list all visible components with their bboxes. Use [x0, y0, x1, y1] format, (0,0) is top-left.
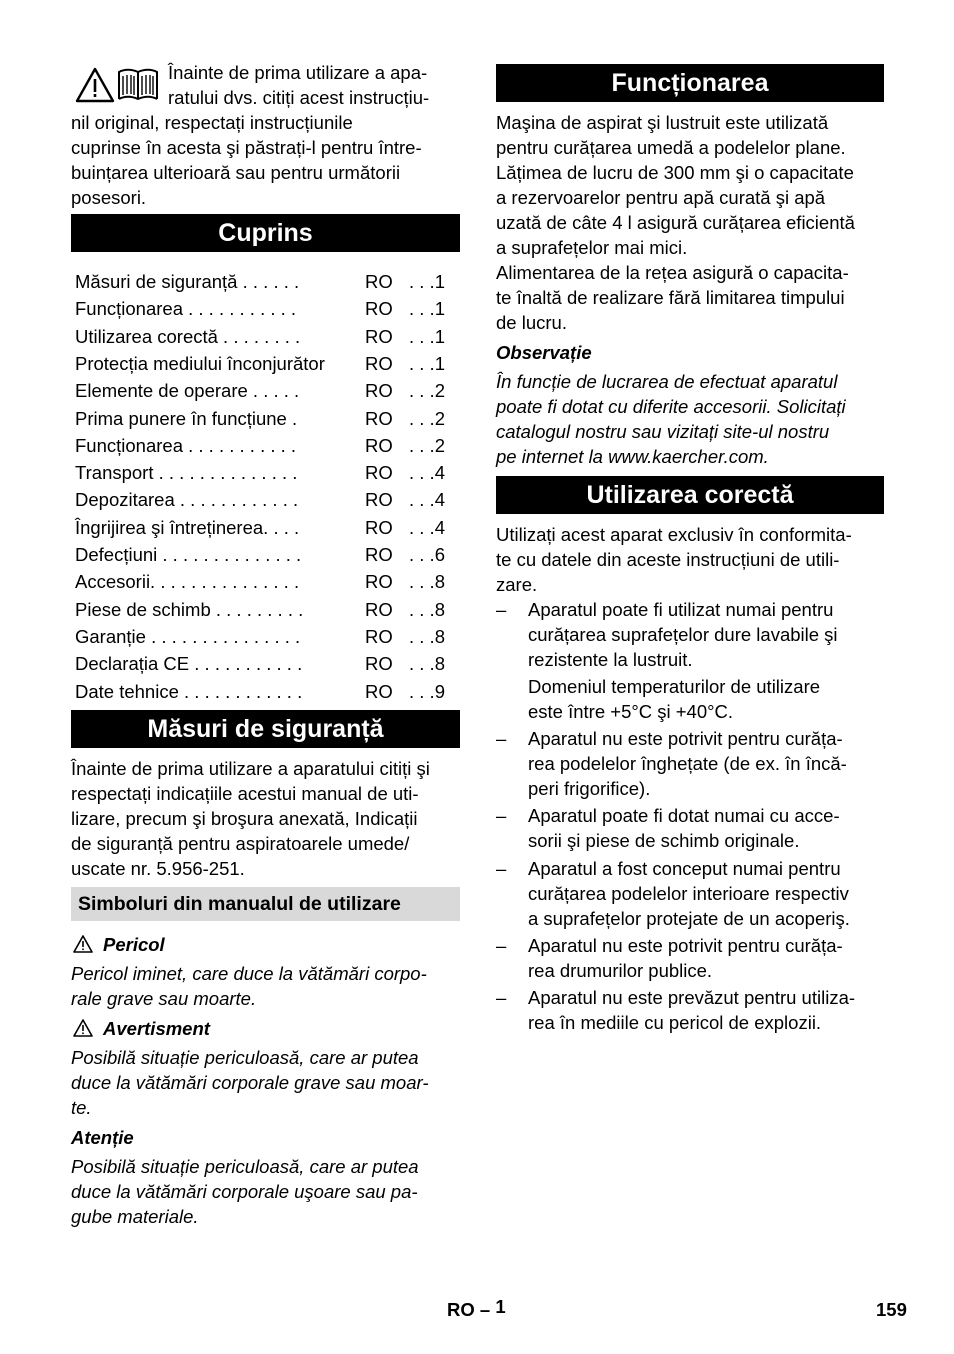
- toc-label: Măsuri de siguranță . . . . . .: [75, 271, 300, 292]
- intro-line: cuprinse în acesta şi păstrați-l pentru între-: [71, 137, 422, 158]
- toc-page: . . .2: [409, 407, 445, 429]
- intro-line: nil original, respectați instrucțiunile: [71, 112, 353, 133]
- text-line: curățarea suprafețelor dure lavabile şi: [528, 624, 838, 645]
- note-text: [496, 369, 884, 469]
- text-line: te.: [71, 1097, 92, 1118]
- atentie-text: [71, 1154, 460, 1229]
- toc-label: Accesorii. . . . . . . . . . . . . . .: [75, 571, 300, 593]
- footer-page-label: [447, 1297, 506, 1322]
- toc-page: . . .4: [409, 489, 445, 511]
- toc-row: [71, 323, 460, 350]
- text-line: Posibilă situație periculoasă, care ar putea: [71, 1047, 419, 1068]
- toc-page: . . .2: [409, 434, 445, 456]
- list-dash: –: [496, 728, 507, 749]
- text-line: Alimentarea de la rețea asigură o capacita-: [496, 262, 849, 283]
- manual-book-icon: [119, 70, 157, 99]
- toc-page: . . .1: [409, 352, 445, 374]
- toc-label: Îngrijirea şi întreținerea. . . .: [75, 516, 300, 538]
- toc-label: Declarația CE . . . . . . . . . . .: [75, 653, 303, 675]
- text-line: Aparatul nu este potrivit pentru curăța-: [528, 935, 843, 956]
- atentie-title: Atenție: [71, 1127, 134, 1148]
- text-line: rale grave sau moarte.: [71, 988, 257, 1009]
- text-line: a rezervoarelor pentru apă curată şi apă: [496, 187, 826, 208]
- toc-row: [71, 377, 460, 404]
- toc-lang: RO: [365, 680, 393, 702]
- warning-triangle-icon: [72, 934, 94, 954]
- safety-paragraph: [71, 756, 460, 881]
- text-line: Maşina de aspirat şi lustruit este utilizată: [496, 112, 829, 133]
- toc-label: Funcționarea . . . . . . . . . . .: [75, 434, 297, 456]
- pericol-text: [71, 961, 460, 1011]
- text-line: duce la vătămări corporale uşoare sau pa-: [71, 1181, 418, 1202]
- toc-label: Defecțiuni . . . . . . . . . . . . . .: [75, 544, 302, 565]
- text-line: a suprafețelor protejate de un acoperiş.: [528, 908, 850, 929]
- text-line: uscate nr. 5.956-251.: [71, 858, 245, 879]
- text-line: peri frigorifice).: [528, 778, 651, 799]
- intro-text: [71, 110, 460, 210]
- list-dash: –: [496, 935, 507, 956]
- toc-lang: RO: [365, 653, 393, 675]
- toc-row: [71, 432, 460, 459]
- toc-page: . . .1: [409, 271, 445, 292]
- list-dash: –: [496, 858, 507, 879]
- avertisment-text: [71, 1045, 460, 1120]
- intro-line-1: Înainte de prima utilizare a apa-: [168, 62, 428, 83]
- text-line: pentru curățarea umedă a podelelor plane.: [496, 137, 846, 158]
- toc-row: [71, 268, 460, 295]
- text-line: catalogul nostru sau vizitați site-ul nostru: [496, 421, 830, 442]
- toc-lang: RO: [365, 298, 393, 320]
- toc-heading: Cuprins: [71, 214, 460, 252]
- toc-row: [71, 623, 460, 650]
- functionare-paragraph: [496, 110, 884, 335]
- text-line: este între +5°C şi +40°C.: [528, 701, 734, 722]
- toc-lang: RO: [365, 352, 393, 374]
- toc-page: . . .8: [409, 625, 445, 647]
- toc-page: . . .1: [409, 298, 445, 320]
- toc-row: [71, 541, 460, 568]
- utilizare-heading: Utilizarea corectă: [496, 476, 884, 514]
- text-line: rea podelelor înghețate (de ex. în încă-: [528, 753, 847, 774]
- list-dash: –: [496, 805, 507, 826]
- toc-label: Garanție . . . . . . . . . . . . . . .: [75, 625, 301, 647]
- text-line: uzată de câte 4 l asigură curățarea eficientă: [496, 212, 855, 233]
- functionare-heading: Funcționarea: [496, 64, 884, 102]
- toc-page: . . .1: [409, 325, 445, 347]
- toc-lang: RO: [365, 271, 393, 292]
- table-of-contents: [71, 268, 460, 708]
- page-number: 159: [876, 1299, 907, 1320]
- warning-manual-icons: [75, 66, 161, 104]
- text-line: rezistente la lustruit.: [528, 649, 693, 670]
- text-line: Aparatul nu este potrivit pentru curăța-: [528, 728, 843, 749]
- text-line: de siguranță pentru aspiratoarele umede/: [71, 833, 410, 854]
- toc-lang: RO: [365, 462, 393, 484]
- toc-row: [71, 486, 460, 513]
- text-line: gube materiale.: [71, 1206, 199, 1227]
- text-line: Domeniul temperaturilor de utilizare: [528, 676, 821, 697]
- toc-lang: RO: [365, 598, 393, 620]
- toc-label: Date tehnice . . . . . . . . . . . .: [75, 680, 303, 702]
- toc-row: [71, 514, 460, 541]
- toc-row: [71, 295, 460, 322]
- toc-lang: RO: [365, 325, 393, 347]
- text-line: respectați indicațiile acestui manual de uti-: [71, 783, 419, 804]
- toc-page: . . .8: [409, 571, 445, 593]
- toc-page: . . .8: [409, 653, 445, 675]
- toc-label: Utilizarea corectă . . . . . . . .: [75, 325, 301, 347]
- text-line: lizare, precum şi broşura anexată, Indicații: [71, 808, 418, 829]
- text-line: Aparatul poate fi dotat numai cu acce-: [528, 805, 840, 826]
- intro-line: posesori.: [71, 187, 147, 208]
- warning-triangle-icon: [72, 1018, 94, 1038]
- toc-label: Depozitarea . . . . . . . . . . . .: [75, 489, 299, 511]
- safety-heading: Măsuri de siguranță: [71, 710, 460, 748]
- text-line: Pericol iminet, care duce la vătămări corpo-: [71, 963, 427, 984]
- toc-label: Piese de schimb . . . . . . . . .: [75, 598, 304, 620]
- toc-row: [71, 678, 460, 705]
- toc-page: . . .4: [409, 516, 445, 538]
- text-line: Aparatul poate fi utilizat numai pentru: [528, 599, 834, 620]
- toc-lang: RO: [365, 625, 393, 647]
- toc-row: [71, 350, 460, 377]
- warning-triangle-icon: [77, 69, 113, 101]
- toc-lang: RO: [365, 544, 393, 565]
- text-line: te cu datele din aceste instrucțiuni de utili-: [496, 549, 840, 570]
- toc-page: . . .4: [409, 462, 445, 484]
- toc-row: [71, 568, 460, 595]
- list-dash: –: [496, 987, 507, 1008]
- toc-label: Transport . . . . . . . . . . . . . .: [75, 462, 298, 484]
- intro-line-2: ratului dvs. citiți acest instrucțiu-: [168, 87, 430, 108]
- text-line: Posibilă situație periculoasă, care ar putea: [71, 1156, 419, 1177]
- toc-row: [71, 650, 460, 677]
- toc-row: [71, 596, 460, 623]
- text-line: Aparatul nu este prevăzut pentru utiliza-: [528, 987, 856, 1008]
- toc-label: Funcționarea . . . . . . . . . . .: [75, 298, 297, 320]
- toc-label: Prima punere în funcțiune .: [75, 407, 298, 429]
- utilizare-paragraph: [496, 522, 884, 597]
- text-line: În funcție de lucrarea de efectuat aparatul: [496, 371, 838, 392]
- avertisment-title: Avertisment: [103, 1018, 210, 1039]
- symbols-subheading: Simboluri din manualul de utilizare: [71, 887, 460, 921]
- intro-line: buințarea ulterioară sau pentru următorii: [71, 162, 401, 183]
- text-line: te înaltă de realizare fără limitarea timpului: [496, 287, 845, 308]
- text-line: poate fi dotat cu diferite accesorii. Solicitați: [496, 396, 846, 417]
- text-line: curățarea podelelor interioare respectiv: [528, 883, 849, 904]
- toc-row: [71, 405, 460, 432]
- text-line: Utilizați acest aparat exclusiv în conformita-: [496, 524, 852, 545]
- text-line: Aparatul a fost conceput numai pentru: [528, 858, 841, 879]
- footer-lang: RO: [447, 1299, 475, 1320]
- text-line: Lățimea de lucru de 300 mm şi o capacitate: [496, 162, 854, 183]
- toc-row: [71, 459, 460, 486]
- text-line: a suprafețelor mai mici.: [496, 237, 688, 258]
- toc-lang: RO: [365, 489, 393, 511]
- toc-lang: RO: [365, 380, 393, 402]
- toc-label: Elemente de operare . . . . .: [75, 380, 300, 402]
- text-line: duce la vătămări corporale grave sau moar-: [71, 1072, 429, 1093]
- text-line: Înainte de prima utilizare a aparatului citiți şi: [71, 758, 430, 779]
- toc-page: . . .9: [409, 680, 445, 702]
- toc-page: . . .2: [409, 380, 445, 402]
- text-line: sorii şi piese de schimb originale.: [528, 830, 800, 851]
- text-line: rea în mediile cu pericol de explozii.: [528, 1012, 822, 1033]
- toc-lang: RO: [365, 407, 393, 429]
- toc-lang: RO: [365, 434, 393, 456]
- toc-label: Protecția mediului înconjurător: [75, 352, 325, 374]
- text-line: de lucru.: [496, 312, 567, 333]
- list-dash: –: [496, 599, 507, 620]
- text-line: pe internet la www.kaercher.com.: [496, 446, 769, 467]
- text-line: zare.: [496, 574, 538, 595]
- toc-lang: RO: [365, 571, 393, 593]
- pericol-title: Pericol: [103, 934, 165, 955]
- toc-lang: RO: [365, 516, 393, 538]
- footer-sep: –: [479, 1299, 491, 1320]
- note-title: Observație: [496, 342, 592, 363]
- toc-page: . . .6: [409, 544, 445, 565]
- text-line: rea drumurilor publice.: [528, 960, 713, 981]
- footer-local-page: 1: [495, 1296, 506, 1317]
- toc-page: . . .8: [409, 598, 445, 620]
